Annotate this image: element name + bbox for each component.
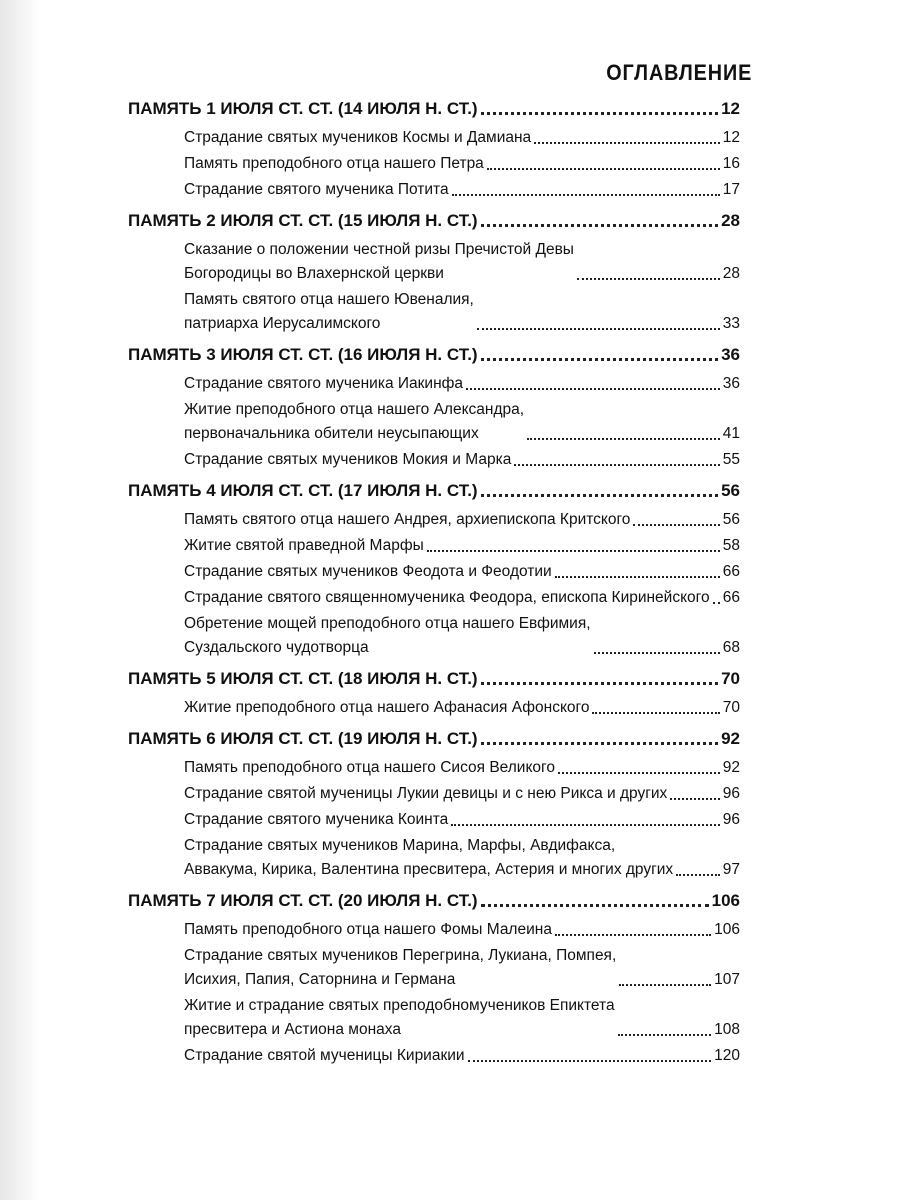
section-label: ПАМЯТЬ 2 ИЮЛЯ СТ. СТ. (15 ИЮЛЯ Н. СТ.)	[128, 211, 478, 230]
dot-leader	[468, 1060, 712, 1062]
entry-page-number: 56	[722, 511, 740, 528]
entry-title	[184, 696, 589, 720]
entry-title	[184, 586, 710, 610]
entry-page-number: 70	[722, 699, 740, 716]
entry-page-number: 68	[722, 639, 740, 656]
section-page-number: 36	[721, 345, 740, 364]
toc-entry	[128, 944, 740, 992]
dot-leader	[427, 550, 720, 552]
entry-title-line: Обретение мощей преподобного отца нашего Евфимия,	[184, 615, 591, 632]
entry-title-line: Страдание святого священномученика Феодора, епископа Киринейского	[184, 589, 710, 606]
dot-leader	[619, 984, 711, 986]
dot-leader	[558, 772, 720, 774]
entry-title	[184, 288, 474, 336]
entry-page-number: 108	[714, 1021, 740, 1038]
entry-title-line: первоначальника обители неусыпающих	[184, 425, 479, 442]
section-label: ПАМЯТЬ 6 ИЮЛЯ СТ. СТ. (19 ИЮЛЯ Н. СТ.)	[128, 729, 478, 748]
toc-section-heading	[128, 96, 740, 122]
entry-title	[184, 398, 524, 446]
toc-entry	[128, 994, 740, 1042]
entry-title	[184, 126, 531, 150]
dot-leader	[477, 328, 720, 330]
dot-leader	[466, 388, 720, 390]
toc-entry	[128, 398, 740, 446]
entry-title-line: Страдание святого мученика Иакинфа	[184, 375, 464, 392]
dot-leader	[481, 112, 718, 115]
toc-entry	[128, 918, 740, 942]
toc-section-heading	[128, 342, 740, 368]
entry-title	[184, 918, 552, 942]
section-page-number: 92	[721, 729, 740, 748]
entry-title-line: Богородицы во Влахернской церкви	[184, 265, 444, 282]
entry-title	[184, 756, 555, 780]
dot-leader	[452, 194, 720, 196]
toc-entry	[128, 238, 740, 286]
entry-title-line: Страдание святого мученика Коинта	[184, 811, 449, 828]
entry-title-line: Аввакума, Кирика, Валентина пресвитера, Астерия и многих других	[184, 861, 674, 878]
entry-title-line: Память преподобного отца нашего Фомы Малеина	[184, 921, 552, 938]
entry-page-number: 12	[722, 129, 740, 146]
toc-entry	[128, 288, 740, 336]
dot-leader	[713, 602, 720, 604]
entry-title-line: Сказание о положении честной ризы Пречистой Девы	[184, 241, 574, 258]
entry-title-line: Житие святой праведной Марфы	[184, 537, 424, 554]
entry-title-line: Страдание святого мученика Потита	[184, 181, 449, 198]
toc-entry	[128, 696, 740, 720]
entry-title	[184, 612, 591, 660]
dot-leader	[481, 358, 718, 361]
entry-title-line: Память святого отца нашего Ювеналия,	[184, 291, 474, 308]
dot-leader	[481, 904, 709, 907]
dot-leader	[555, 934, 711, 936]
toc-entry	[128, 372, 740, 396]
entry-title-line: Страдание святых мучеников Космы и Дамиана	[184, 129, 532, 146]
entry-title	[184, 508, 630, 532]
toc-section-heading	[128, 726, 740, 752]
entry-page-number: 107	[714, 971, 740, 988]
entry-title	[184, 834, 673, 882]
entry-title-line: Житие и страдание святых преподобномучеников Епиктета	[184, 997, 615, 1014]
entry-title	[184, 1044, 465, 1068]
section-label: ПАМЯТЬ 3 ИЮЛЯ СТ. СТ. (16 ИЮЛЯ Н. СТ.)	[128, 345, 478, 364]
entry-page-number: 106	[714, 921, 740, 938]
entry-title-line: Страдание святой мученицы Лукии девицы и с нею Рикса и других	[184, 785, 668, 802]
entry-title	[184, 994, 615, 1042]
entry-title	[184, 238, 574, 286]
entry-title-line: Страдание святых мучеников Перегрина, Лукиана, Помпея,	[184, 947, 617, 964]
entry-page-number: 66	[722, 589, 740, 606]
table-of-contents	[128, 96, 740, 1070]
entry-page-number: 28	[722, 265, 740, 282]
dot-leader	[487, 168, 720, 170]
entry-title	[184, 560, 552, 584]
entry-title	[184, 808, 448, 832]
section-page-number: 106	[711, 891, 740, 910]
dot-leader	[633, 524, 719, 526]
dot-leader	[594, 652, 720, 654]
entry-title-line: Житие преподобного отца нашего Александра,	[184, 401, 525, 418]
dot-leader	[514, 464, 719, 466]
toc-entry	[128, 178, 740, 202]
toc-section-heading	[128, 208, 740, 234]
entry-title	[184, 782, 667, 806]
dot-leader	[481, 494, 718, 497]
dot-leader	[527, 438, 720, 440]
entry-title-line: Память святого отца нашего Андрея, архиепископа Критского	[184, 511, 631, 528]
section-page-number: 12	[721, 99, 740, 118]
toc-entry	[128, 782, 740, 806]
dot-leader	[577, 278, 720, 280]
dot-leader	[481, 224, 718, 227]
entry-title-line: пресвитера и Астиона монаха	[184, 1021, 401, 1038]
entry-title-line: Страдание святых мучеников Марина, Марфы, Авдифакса,	[184, 837, 616, 854]
entry-title	[184, 178, 449, 202]
toc-entry	[128, 1044, 740, 1068]
toc-entry	[128, 560, 740, 584]
entry-title-line: Память преподобного отца нашего Петра	[184, 155, 484, 172]
entry-page-number: 120	[714, 1047, 740, 1064]
entry-title-line: Исихия, Папия, Саторнина и Германа	[184, 971, 456, 988]
toc-entry	[128, 756, 740, 780]
entry-title-line: Память преподобного отца нашего Сисоя Великого	[184, 759, 555, 776]
dot-leader	[555, 576, 720, 578]
entry-page-number: 16	[722, 155, 740, 172]
toc-section-heading	[128, 666, 740, 692]
dot-leader	[592, 712, 719, 714]
toc-entry	[128, 834, 740, 882]
entry-title	[184, 534, 424, 558]
entry-title	[184, 152, 484, 176]
section-page-number: 56	[721, 481, 740, 500]
page-gutter-shadow	[0, 0, 40, 1200]
toc-entry	[128, 448, 740, 472]
dot-leader	[534, 142, 720, 144]
entry-page-number: 97	[722, 861, 740, 878]
toc-entry	[128, 534, 740, 558]
dot-leader	[618, 1034, 712, 1036]
toc-entry	[128, 126, 740, 150]
entry-title-line: Страдание святой мученицы Кириакии	[184, 1047, 465, 1064]
section-label: ПАМЯТЬ 1 ИЮЛЯ СТ. СТ. (14 ИЮЛЯ Н. СТ.)	[128, 99, 478, 118]
dot-leader	[481, 742, 718, 745]
entry-page-number: 92	[722, 759, 740, 776]
entry-page-number: 33	[722, 315, 740, 332]
entry-page-number: 17	[722, 181, 740, 198]
entry-page-number: 66	[722, 563, 740, 580]
entry-title	[184, 372, 463, 396]
entry-title-line: Суздальского чудотворца	[184, 639, 369, 656]
entry-page-number: 96	[722, 811, 740, 828]
section-label: ПАМЯТЬ 4 ИЮЛЯ СТ. СТ. (17 ИЮЛЯ Н. СТ.)	[128, 481, 478, 500]
toc-entry	[128, 808, 740, 832]
entry-title-line: патриарха Иерусалимского	[184, 315, 381, 332]
dot-leader	[481, 682, 718, 685]
dot-leader	[676, 874, 720, 876]
entry-page-number: 41	[722, 425, 740, 442]
toc-entry	[128, 612, 740, 660]
toc-entry	[128, 586, 740, 610]
entry-page-number: 96	[722, 785, 740, 802]
toc-section-heading	[128, 478, 740, 504]
entry-page-number: 55	[722, 451, 740, 468]
entry-title	[184, 448, 511, 472]
section-label: ПАМЯТЬ 7 ИЮЛЯ СТ. СТ. (20 ИЮЛЯ Н. СТ.)	[128, 891, 478, 910]
entry-title	[184, 944, 616, 992]
entry-page-number: 36	[722, 375, 740, 392]
dot-leader	[451, 824, 719, 826]
entry-title-line: Житие преподобного отца нашего Афанасия Афонского	[184, 699, 590, 716]
toc-entry	[128, 152, 740, 176]
toc-section-heading	[128, 888, 740, 914]
entry-title-line: Страдание святых мучеников Мокия и Марка	[184, 451, 512, 468]
entry-title-line: Страдание святых мучеников Феодота и Феодотии	[184, 563, 552, 580]
toc-entry	[128, 508, 740, 532]
entry-page-number: 58	[722, 537, 740, 554]
section-page-number: 70	[721, 669, 740, 688]
section-page-number: 28	[721, 211, 740, 230]
dot-leader	[670, 798, 719, 800]
page-title: ОГЛАВЛЕНИЕ	[606, 60, 752, 85]
section-label: ПАМЯТЬ 5 ИЮЛЯ СТ. СТ. (18 ИЮЛЯ Н. СТ.)	[128, 669, 478, 688]
